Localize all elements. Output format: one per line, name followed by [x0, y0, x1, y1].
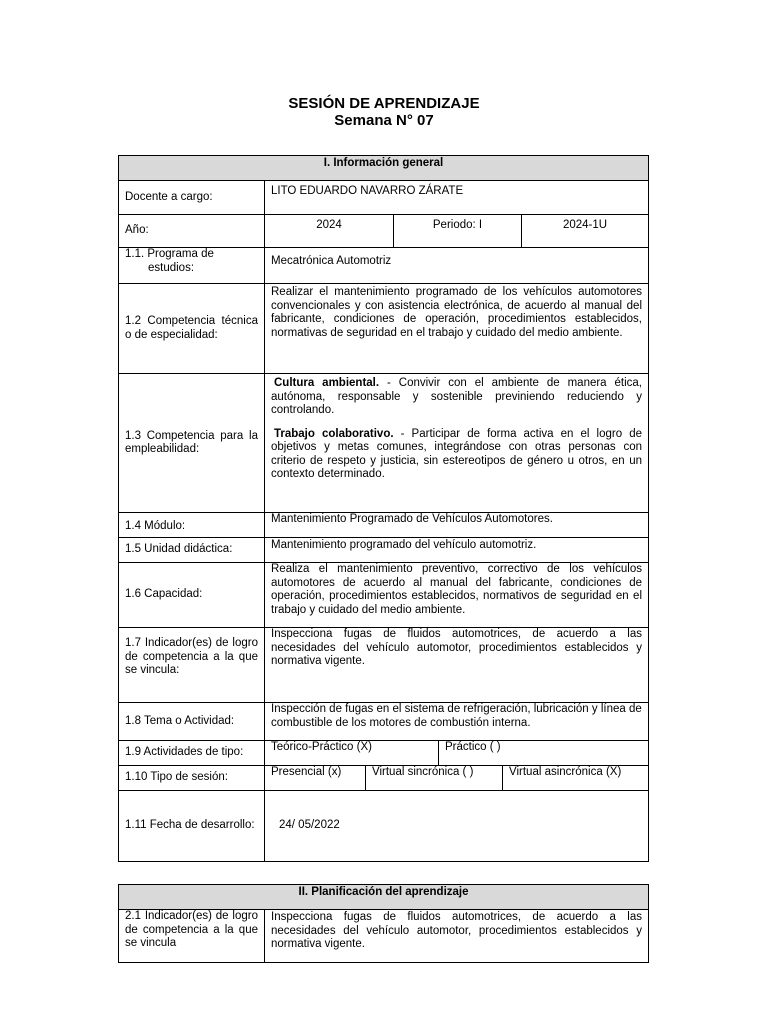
- tipo-virtual-asincronica: Virtual asincrónica (X): [502, 766, 648, 790]
- docente-row: [119, 181, 648, 215]
- fecha-row: [119, 791, 648, 861]
- section-1-header: I. Información general: [119, 156, 648, 181]
- competencia-cultura-ambiental: [271, 377, 642, 418]
- competencia-tecnica-row: [119, 284, 648, 374]
- section-2-indicador-row: [119, 910, 648, 962]
- indicador-row: [119, 628, 648, 703]
- programa-value: Mecatrónica Automotriz: [271, 255, 392, 267]
- anio-label: Año:: [119, 215, 265, 247]
- tipo-sesion-row: [119, 766, 648, 791]
- tema-value: Inspección de fugas en el sistema de refrigeración, lubricación y línea de combustible de los motores de combustión interna.: [271, 703, 642, 729]
- unidad-label: 1.5 Unidad didáctica:: [119, 538, 265, 562]
- tema-row: [119, 703, 648, 741]
- document-title: SESIÓN DE APRENDIZAJE: [288, 95, 480, 112]
- tipo-virtual-sincronica: Virtual sincrónica ( ): [365, 766, 502, 790]
- competencia-empleabilidad-row: [119, 374, 648, 513]
- capacidad-label: 1.6 Capacidad:: [119, 563, 265, 627]
- cultura-ambiental-title: Cultura ambiental.: [274, 377, 380, 389]
- cultura-ambiental-text: - Convivir con el ambiente de manera ética, autónoma, responsable y sostenible previniendo reduciendo y controlando.: [271, 377, 643, 416]
- periodo-value: Periodo: I: [393, 215, 521, 247]
- anio-value: 2024: [316, 219, 342, 231]
- competencia-tecnica-value: Realizar el mantenimiento programado de los vehículos automotores convencionales y con asistencia electrónica, de acuerdo al manual del fabricante, condiciones de operación, procedimientos establecidos, normativas de seguridad en el trabajo y cuidado del medio ambiente.: [271, 286, 642, 339]
- section-2-header: II. Planificación del aprendizaje: [119, 885, 648, 910]
- indicador-label: 1.7 Indicador(es) de logro de competencia a la que se vincula:: [119, 628, 265, 702]
- unidad-row: [119, 538, 648, 563]
- capacidad-row: [119, 563, 648, 628]
- actividades-label: 1.9 Actividades de tipo:: [119, 741, 265, 765]
- document-subtitle: Semana N° 07: [334, 112, 434, 129]
- capacidad-value: Realiza el mantenimiento preventivo, correctivo de los vehículos automotores de acuerdo al manual del fabricante, condiciones de operación, procedimientos establecidos, normativos de seguridad en el trabajo y cuidado del medio ambiente.: [271, 563, 642, 616]
- general-info-table: [118, 155, 649, 862]
- modulo-label: 1.4 Módulo:: [119, 513, 265, 537]
- actividades-row: [119, 741, 648, 766]
- docente-label: Docente a cargo:: [119, 181, 265, 214]
- section-2-indicador-value: Inspecciona fugas de fluidos automotrices, de acuerdo a las necesidades del vehículo automotor, procedimientos establecidos y normativa vigente.: [271, 911, 642, 950]
- modulo-row: [119, 513, 648, 538]
- indicador-value: Inspecciona fugas de fluidos automotrices, de acuerdo a las necesidades del vehículo automotor, procedimientos establecidos y normativa vigente.: [271, 628, 642, 667]
- trabajo-colaborativo-text: - Participar de forma activa en el logro de objetivos y metas comunes, integrándose con otras personas con criterio de respeto y justicia, sin estereotipos de género u otros, en un contexto determinado.: [271, 427, 642, 480]
- actividades-teorico-practico: Teórico-Práctico (X): [271, 741, 372, 753]
- fecha-label: 1.11 Fecha de desarrollo:: [119, 791, 265, 861]
- anio-row: [119, 215, 648, 248]
- docente-value: LITO EDUARDO NAVARRO ZÁRATE: [271, 185, 464, 197]
- learning-planning-table: [118, 884, 649, 963]
- actividades-practico: Práctico ( ): [438, 741, 648, 765]
- modulo-value: Mantenimiento Programado de Vehículos Automotores.: [271, 513, 553, 525]
- tipo-presencial: Presencial (x): [271, 766, 342, 778]
- competencia-tecnica-label: 1.2 Competencia técnica o de especialidad:: [119, 284, 265, 373]
- programa-row: [119, 248, 648, 284]
- tipo-sesion-label: 1.10 Tipo de sesión:: [119, 766, 265, 790]
- trabajo-colaborativo-title: Trabajo colaborativo.: [274, 427, 394, 440]
- programa-label-line2: estudios:: [148, 261, 195, 274]
- programa-label-line1: 1.1. Programa de: [125, 248, 214, 260]
- competencia-empleabilidad-value: [265, 374, 648, 512]
- competencia-empleabilidad-label: 1.3 Competencia para la empleabilidad:: [119, 374, 265, 512]
- tema-label: 1.8 Tema o Actividad:: [119, 703, 265, 740]
- fecha-value: 24/ 05/2022: [279, 819, 340, 832]
- unidad-value: Mantenimiento programado del vehículo automotriz.: [271, 539, 537, 551]
- competencia-trabajo-colaborativo: [271, 428, 642, 482]
- programa-label: [119, 248, 265, 283]
- section-2-indicador-label: 2.1 Indicador(es) de logro de competencia a la que se vincula: [119, 910, 265, 962]
- ciclo-value: 2024-1U: [521, 215, 648, 247]
